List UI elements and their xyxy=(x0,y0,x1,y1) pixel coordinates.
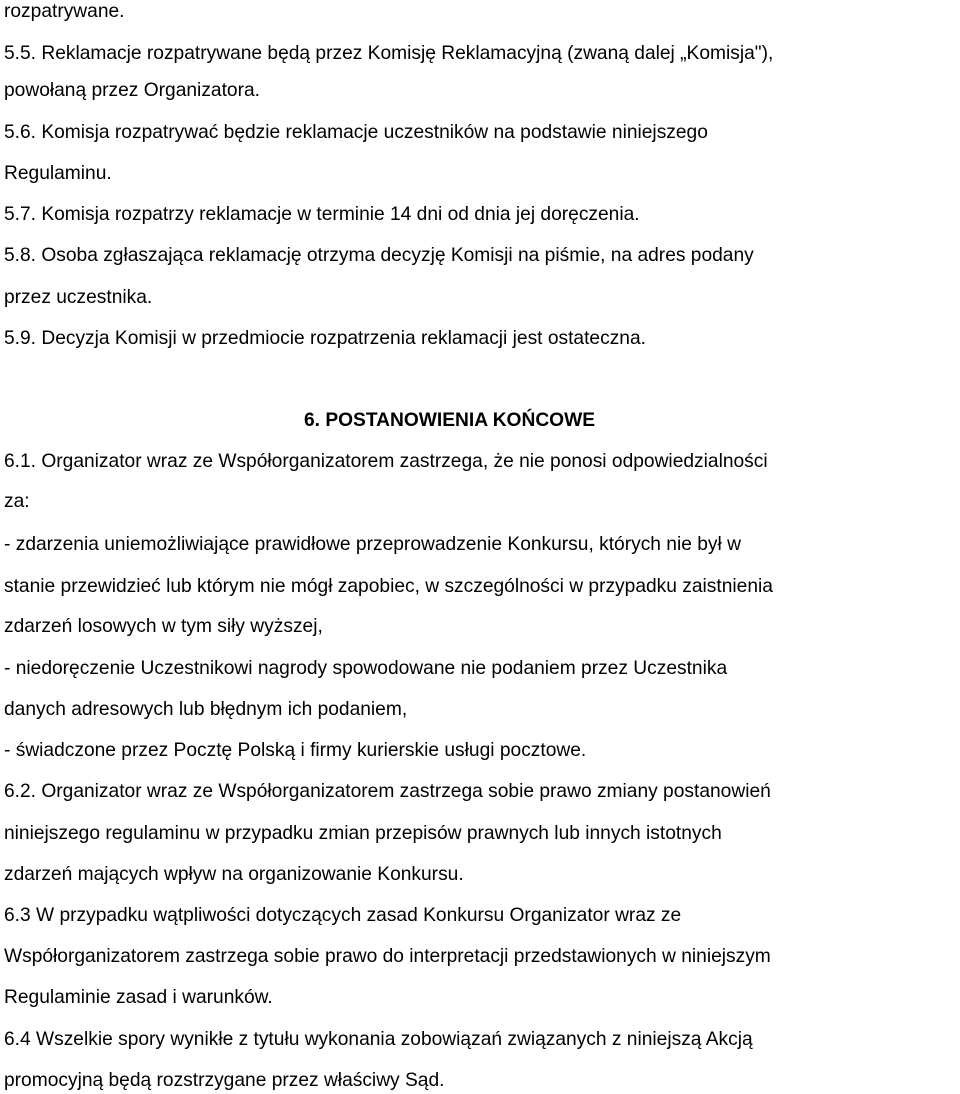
list-item: - zdarzenia uniemożliwiające prawidłowe przeprowadzenie Konkursu, których nie był w xyxy=(4,534,741,555)
clause-5-9: 5.9. Decyzja Komisji w przedmiocie rozpatrzenia reklamacji jest ostateczna. xyxy=(4,328,646,349)
clause-6-4-cont: promocyjną będą rozstrzygane przez właściwy Sąd. xyxy=(4,1070,445,1091)
list-item: - niedoręczenie Uczestnikowi nagrody spowodowane nie podaniem przez Uczestnika xyxy=(4,658,728,679)
clause-5-8: 5.8. Osoba zgłaszająca reklamację otrzyma decyzję Komisji na piśmie, na adres podany xyxy=(4,245,754,266)
clause-6-1-cont: za: xyxy=(4,491,30,512)
clause-5-6: 5.6. Komisja rozpatrywać będzie reklamacje uczestników na podstawie niniejszego xyxy=(4,122,708,143)
section-heading: 6. POSTANOWIENIA KOŃCOWE xyxy=(304,410,596,431)
list-item-cont: zdarzeń losowych w tym siły wyższej, xyxy=(4,616,323,637)
paragraph-line: rozpatrywane. xyxy=(4,1,125,22)
clause-5-6-cont: Regulaminu. xyxy=(4,163,112,184)
list-item: - świadczone przez Pocztę Polską i firmy kurierskie usługi pocztowe. xyxy=(4,740,587,761)
list-item-cont: danych adresowych lub błędnym ich podaniem, xyxy=(4,699,408,720)
clause-6-2-cont: niniejszego regulaminu w przypadku zmian przepisów prawnych lub innych istotnych xyxy=(4,823,722,844)
list-item-cont: stanie przewidzieć lub którym nie mógł zapobiec, w szczególności w przypadku zaistnienia xyxy=(4,576,773,597)
clause-6-2-cont: zdarzeń mających wpływ na organizowanie Konkursu. xyxy=(4,864,464,885)
clause-5-8-cont: przez uczestnika. xyxy=(4,287,153,308)
clause-5-5-cont: powołaną przez Organizatora. xyxy=(4,80,260,101)
clause-5-5: 5.5. Reklamacje rozpatrywane będą przez Komisję Reklamacyjną (zwaną dalej „Komisja"), xyxy=(4,43,774,64)
clause-6-4: 6.4 Wszelkie spory wynikłe z tytułu wykonania zobowiązań związanych z niniejszą Akcją xyxy=(4,1029,753,1050)
clause-6-2: 6.2. Organizator wraz ze Współorganizatorem zastrzega sobie prawo zmiany postanowień xyxy=(4,781,771,802)
clause-6-3-cont: Współorganizatorem zastrzega sobie prawo do interpretacji przedstawionych w niniejszym xyxy=(4,946,771,967)
clause-6-3-cont: Regulaminie zasad i warunków. xyxy=(4,987,273,1008)
clause-6-1: 6.1. Organizator wraz ze Współorganizatorem zastrzega, że nie ponosi odpowiedzialności xyxy=(4,451,768,472)
clause-5-7: 5.7. Komisja rozpatrzy reklamacje w terminie 14 dni od dnia jej doręczenia. xyxy=(4,204,640,225)
clause-6-3: 6.3 W przypadku wątpliwości dotyczących zasad Konkursu Organizator wraz ze xyxy=(4,905,682,926)
